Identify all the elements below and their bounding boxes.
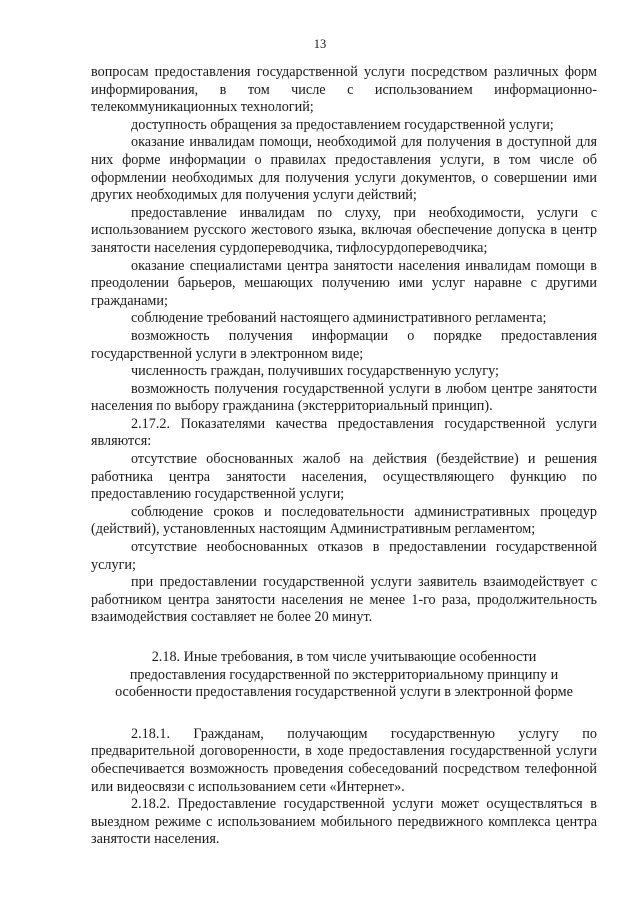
paragraphs-after-heading <box>91 726 597 849</box>
paragraph: при предоставлении государственной услуги заявитель взаимодействует с работником центра занятости населения не менее 1-го раза, продолжительность взаимодействия составляет не более 20 минут. <box>91 574 597 626</box>
section-heading-line: 2.18. Иные требования, в том числе учитывающие особенности <box>151 649 537 665</box>
paragraph: 2.17.2. Показателями качества предоставления государственной услуги являются: <box>91 415 597 450</box>
paragraph: численность граждан, получивших государственную услугу; <box>131 363 499 380</box>
section-heading-line: предоставления государственной по экстерриториальному принципу и <box>129 666 559 683</box>
paragraph: предоставление инвалидам по слуху, при необходимости, услуги с использованием русского жестового языка, включая обеспечение допуска в центр занятости населения сурдопереводчика, тифлосурдопереводчика; <box>91 204 597 256</box>
paragraph: доступность обращения за предоставлением государственной услуги; <box>131 116 554 133</box>
paragraph: отсутствие необоснованных отказов в предоставлении государственной услуги; <box>91 539 597 573</box>
paragraph: соблюдение сроков и последовательности административных процедур (действий), установленных настоящим Административным регламентом; <box>91 503 597 538</box>
paragraph: оказание инвалидам помощи, необходимой для получения в доступной для них форме информации о правилах предоставления услуги, в том числе об оформлении необходимых для получения услуги документов, о совершении ими других необходимых для получения услуги действий; <box>91 134 597 204</box>
paragraphs-before-heading <box>91 64 597 627</box>
paragraph: вопросам предоставления государственной услуги посредством различных форм информирования, в том числе с использованием информационно-телекоммуникационных технологий; <box>91 64 597 116</box>
paragraph: возможность получения государственной услуги в любом центре занятости населения по выбору гражданина (экстерриториальный принцип). <box>91 380 597 415</box>
page-number: 13 <box>313 37 327 51</box>
paragraph: 2.18.2. Предоставление государственной услуги может осуществляться в выездном режиме с использованием мобильного передвижного комплекса центра занятости населения. <box>91 796 597 848</box>
document-body <box>91 64 597 849</box>
paragraph: соблюдение требований настоящего административного регламента; <box>131 310 547 327</box>
paragraph: 2.18.1. Гражданам, получающим государственную услугу по предварительной договоренности, в ходе предоставления государственной услуги обеспечивается возможность проведения собеседований посредством телефонной или видеосвязи с использованием сети «Интернет». <box>91 725 597 795</box>
paragraph: отсутствие обоснованных жалоб на действия (бездействие) и решения работника центра занятости населения, осуществляющего функцию по предоставлению государственной услуги; <box>91 451 597 503</box>
paragraph: оказание специалистами центра занятости населения инвалидам помощи в преодолении барьеров, мешающих получению ими услуг наравне с другими гражданами; <box>91 257 597 309</box>
paragraph: возможность получения информации о порядке предоставления государственной услуги в электронном виде; <box>91 327 597 362</box>
section-heading <box>91 649 597 702</box>
section-heading-line: особенности предоставления государственной услуги в электронной форме <box>115 684 573 701</box>
